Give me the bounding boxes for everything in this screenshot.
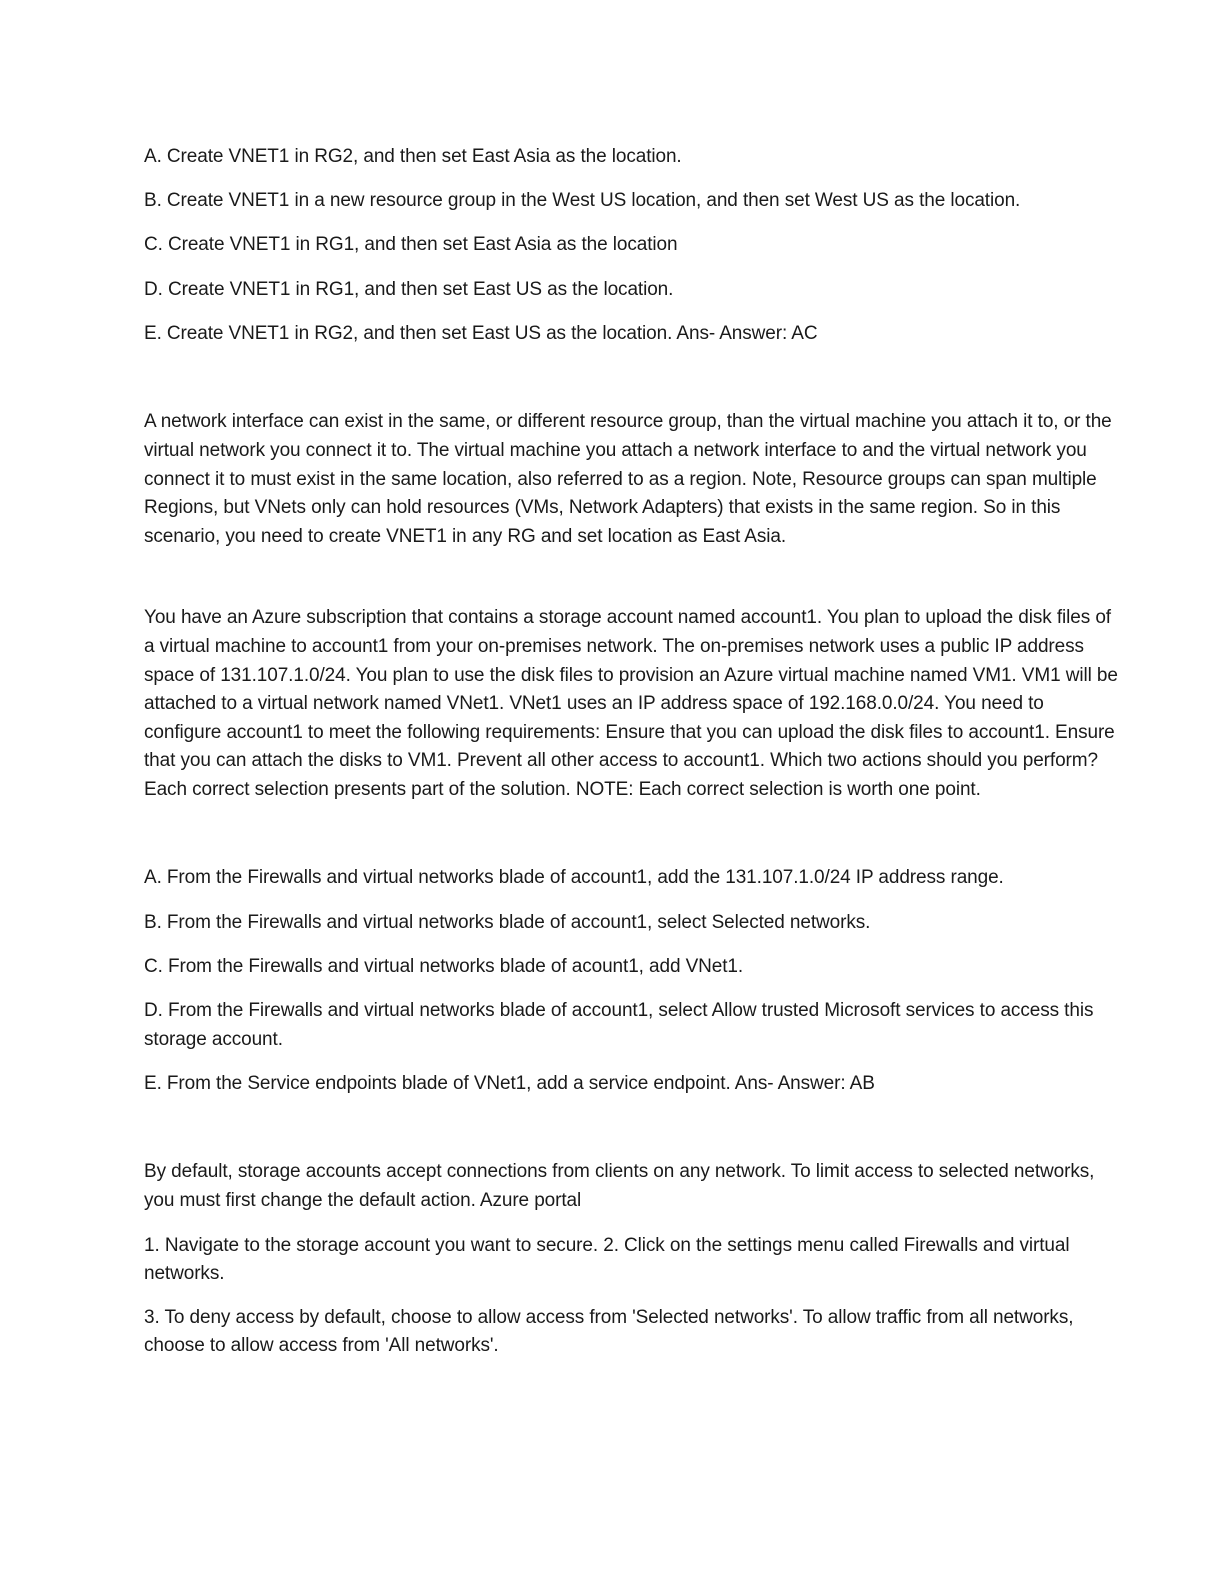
q1-option-e: E. Create VNET1 in RG2, and then set East US as the location. Ans- Answer: AC — [144, 322, 818, 344]
q2-option-e: E. From the Service endpoints blade of VNet1, add a service endpoint. Ans- Answer: AB — [144, 1072, 875, 1094]
q2-step-3: 3. To deny access by default, choose to allow access from 'Selected networks'. To allow traffic from all networks, choose to allow access from 'All networks'. — [144, 1306, 1074, 1357]
question1-options — [144, 143, 1124, 348]
question2-options — [144, 864, 1124, 1098]
q1-option-a: A. Create VNET1 in RG2, and then set East Asia as the location. — [144, 146, 682, 167]
q1-explanation: A network interface can exist in the same, or different resource group, than the virtual machine you attach it to, or the virtual network you connect it to. The virtual machine you attach a network interface to and the virtual network you connect it to must exist in the same location, also referred to as a region. Note, Resource groups can span multiple Regions, but VNets only can hold resources (VMs, Network Adapters) that exists in the same region. So in this scenario, you need to create VNET1 in any RG and set location as East Asia. — [144, 411, 1112, 547]
q1-option-c: C. Create VNET1 in RG1, and then set East Asia as the location — [144, 234, 678, 256]
q2-option-b: B. From the Firewalls and virtual networks blade of account1, select Selected networks. — [144, 911, 871, 933]
q2-option-c: C. From the Firewalls and virtual networks blade of acount1, add VNet1. — [144, 955, 744, 977]
q1-option-b: B. Create VNET1 in a new resource group in the West US location, and then set West US as the location. — [144, 190, 1021, 212]
q2-prompt: You have an Azure subscription that contains a storage account named account1. You plan to upload the disk files of a virtual machine to account1 from your on-premises network. The on-premises network uses a public IP address space of 131.107.1.0/24. You plan to use the disk files to provision an Azure virtual machine named VM1. VM1 will be attached to a virtual network named VNet1. VNet1 uses an IP address space of 192.168.0.0/24. You need to configure account1 to meet the following requirements: Ensure that you can upload the disk files to account1. Ensure that you can attach the disks to VM1. Prevent all other access to account1. Which two actions should you perform? Each correct selection presents part of the solution. NOTE: Each correct selection is worth one point. — [144, 607, 1118, 800]
q2-step-1-2: 1. Navigate to the storage account you want to secure. 2. Click on the settings menu called Firewalls and virtual networks. — [144, 1234, 1070, 1285]
q2-option-d: D. From the Firewalls and virtual networks blade of account1, select Allow trusted Microsoft services to access this storage account. — [144, 1000, 1094, 1050]
document-page — [144, 143, 1124, 1361]
q1-option-d: D. Create VNET1 in RG1, and then set East US as the location. — [144, 278, 674, 300]
q2-option-a: A. From the Firewalls and virtual networks blade of account1, add the 131.107.1.0/24 IP address range. — [144, 867, 1004, 889]
q2-explanation: By default, storage accounts accept connections from clients on any network. To limit access to selected networks, you must first change the default action. Azure portal — [144, 1161, 1095, 1211]
